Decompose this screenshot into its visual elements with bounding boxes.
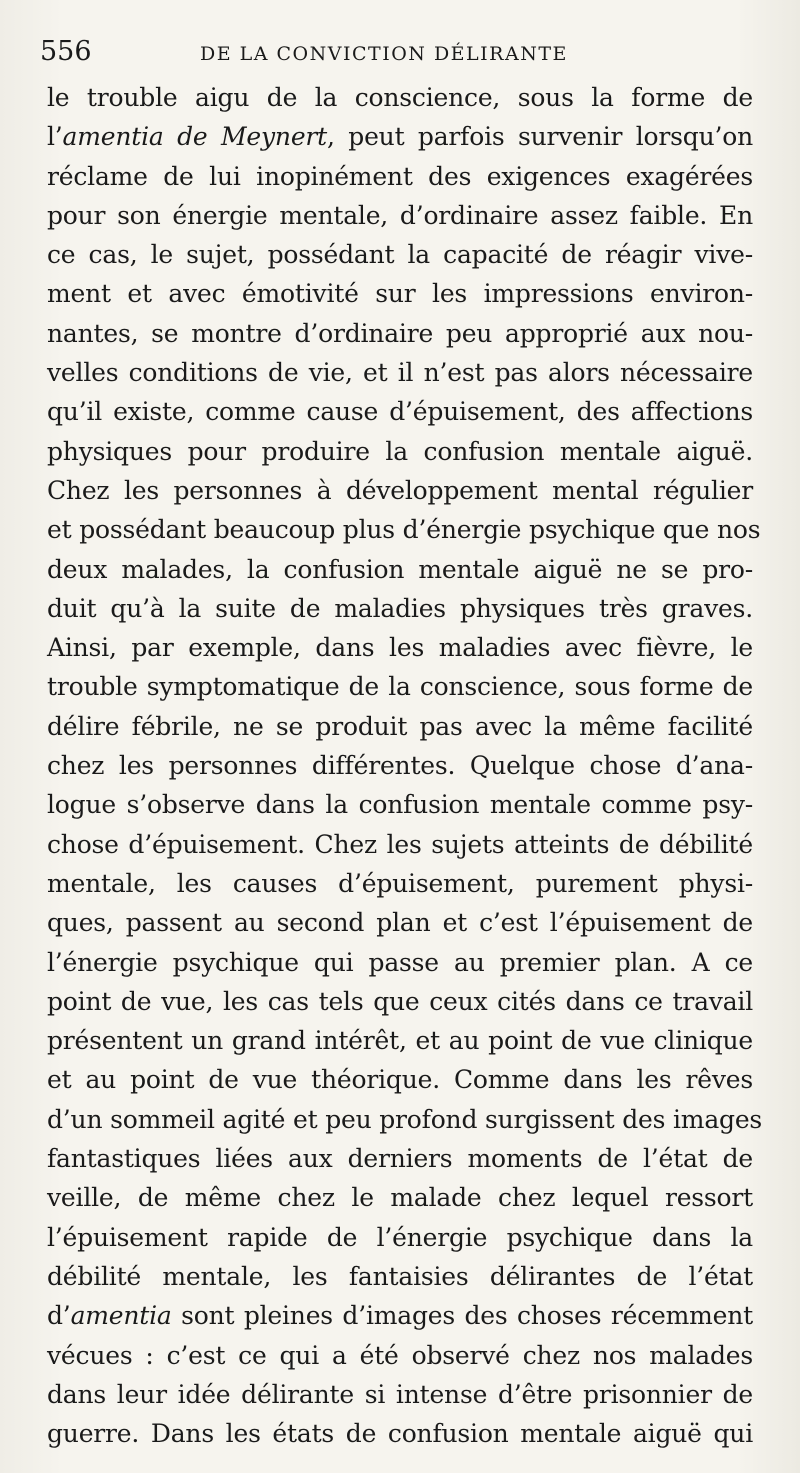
text-line-segment: sont pleines d’images des choses récemment bbox=[171, 1301, 753, 1331]
text-line: mentale, les causes d’épuisement, purement physi- bbox=[47, 868, 753, 898]
text-line bbox=[47, 1296, 753, 1335]
text-line: fantastiques liées aux derniers moments de l’état de bbox=[47, 1144, 753, 1174]
text-line: nantes, se montre d’ordinaire peu approprié aux nou- bbox=[47, 318, 753, 348]
text-line: qu’il existe, comme cause d’épuisement, des affections bbox=[47, 397, 753, 427]
text-line: duit qu’à la suite de maladies physiques très graves. bbox=[47, 593, 753, 623]
text-line: dans leur idée délirante si intense d’être prisonnier de bbox=[47, 1379, 753, 1409]
italic-term: amentia bbox=[70, 1301, 172, 1331]
text-line: présentent un grand intérêt, et au point de vue clinique bbox=[47, 1026, 753, 1056]
text-line: d’un sommeil agité et peu profond surgissent des images bbox=[47, 1104, 763, 1134]
text-line-segment: d’ bbox=[47, 1301, 71, 1331]
text-line bbox=[47, 117, 753, 156]
text-line: et au point de vue théorique. Comme dans les rêves bbox=[47, 1065, 753, 1095]
text-line: ment et avec émotivité sur les impressions environ- bbox=[47, 279, 753, 309]
text-line: Chez les personnes à développement mental régulier bbox=[47, 475, 753, 505]
text-line: trouble symptomatique de la conscience, sous forme de bbox=[47, 672, 753, 702]
text-line: réclame de lui inopinément des exigences exagérées bbox=[47, 161, 753, 191]
text-line: l’énergie psychique qui passe au premier plan. A ce bbox=[47, 947, 753, 977]
text-line: ce cas, le sujet, possédant la capacité de réagir vive- bbox=[47, 240, 753, 270]
text-line: et possédant beaucoup plus d’énergie psychique que nos bbox=[47, 515, 761, 545]
body-text bbox=[47, 78, 763, 1453]
text-line: chose d’épuisement. Chez les sujets atteints de débilité bbox=[47, 829, 753, 859]
text-line: guerre. Dans les états de confusion mentale aiguë qui bbox=[47, 1419, 753, 1449]
text-line: point de vue, les cas tels que ceux cités dans ce travail bbox=[47, 986, 753, 1016]
text-line: le trouble aigu de la conscience, sous la forme de bbox=[47, 83, 753, 112]
text-line: Ainsi, par exemple, dans les maladies avec fièvre, le bbox=[47, 633, 753, 663]
running-head bbox=[40, 34, 760, 70]
text-line-segment: l’ bbox=[47, 122, 63, 152]
text-line: vécues : c’est ce qui a été observé chez nos malades bbox=[47, 1340, 753, 1370]
text-line: veille, de même chez le malade chez lequel ressort bbox=[47, 1183, 753, 1213]
text-line: pour son énergie mentale, d’ordinaire assez faible. En bbox=[47, 200, 753, 230]
text-line: deux malades, la confusion mentale aiguë ne se pro- bbox=[47, 554, 753, 584]
running-title: DE LA CONVICTION DÉLIRANTE bbox=[200, 43, 568, 65]
text-line: délire fébrile, ne se produit pas avec la même facilité bbox=[47, 711, 753, 741]
text-line: l’épuisement rapide de l’énergie psychique dans la bbox=[47, 1222, 753, 1252]
text-line: débilité mentale, les fantaisies délirantes de l’état bbox=[47, 1261, 753, 1291]
text-line-segment: , peut parfois survenir lorsqu’on bbox=[327, 122, 753, 152]
text-line: logue s’observe dans la confusion mentale comme psy- bbox=[47, 790, 753, 820]
text-line: ques, passent au second plan et c’est l’épuisement de bbox=[47, 908, 753, 938]
text-line: physiques pour produire la confusion mentale aiguë. bbox=[47, 436, 753, 466]
text-line: chez les personnes différentes. Quelque chose d’ana- bbox=[47, 751, 753, 781]
italic-term: amentia de Meynert bbox=[62, 122, 328, 152]
text-line: velles conditions de vie, et il n’est pas alors nécessaire bbox=[47, 358, 753, 388]
page-number: 556 bbox=[40, 36, 92, 67]
